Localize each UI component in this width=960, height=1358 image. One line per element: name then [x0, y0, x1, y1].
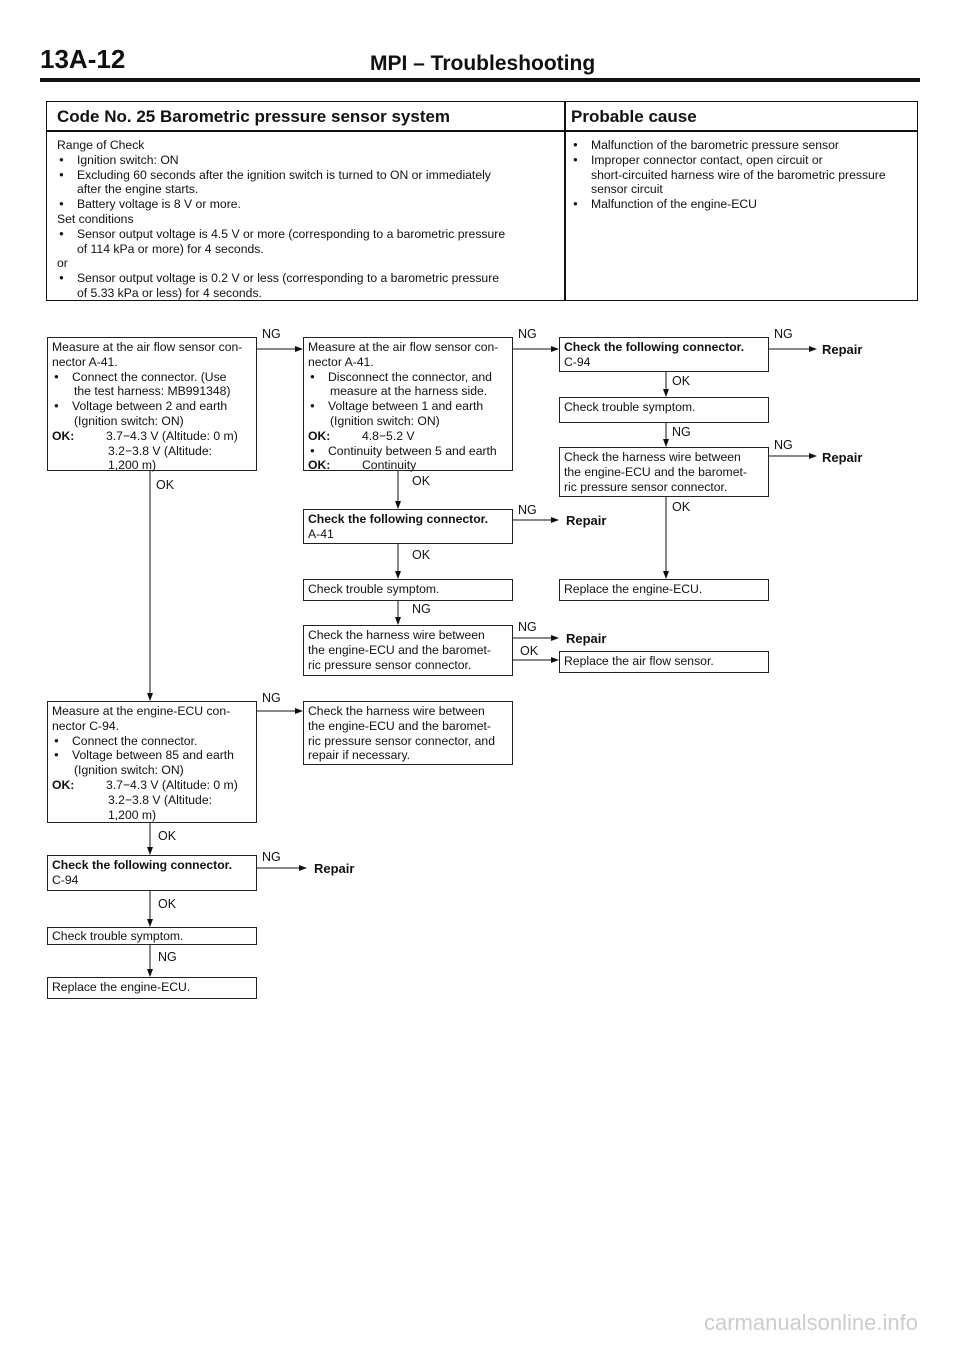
ng-label: NG	[518, 327, 537, 341]
ng-label: NG	[518, 503, 537, 517]
ok-value: 3.7−4.3 V (Altitude: 0 m)	[106, 428, 238, 443]
repair-action: Repair	[566, 631, 607, 646]
step-text: the test harness: MB991348)	[74, 384, 231, 399]
connector-code: C-94	[52, 872, 79, 887]
step-title: Check the following connector.	[52, 858, 233, 872]
set-item-cont: of 5.33 kPa or less) for 4 seconds.	[77, 285, 262, 300]
ok-value: 4.8−5.2 V	[362, 428, 415, 443]
step-bullet: ● Voltage between 2 and earth	[52, 399, 252, 414]
ng-label: NG	[158, 950, 177, 964]
check-symptom-box	[559, 397, 769, 423]
range-item: ● Ignition switch: ON	[57, 153, 557, 168]
check-connector-c94-box	[559, 337, 769, 372]
step-text: Check the harness wire between	[564, 450, 741, 464]
set-heading: Set conditions	[57, 211, 134, 226]
check-harness-box	[559, 447, 769, 497]
ok-label: OK	[520, 644, 539, 658]
step-text: the engine-ECU and the baromet-	[308, 642, 491, 657]
repair-action: Repair	[822, 450, 863, 465]
ok-label: OK	[672, 500, 691, 514]
step-text: nector A-41.	[308, 354, 374, 369]
ok-label: OK:	[52, 777, 75, 792]
ok-label: OK	[412, 548, 431, 562]
cause-item-cont: sensor circuit	[591, 182, 663, 197]
range-heading: Range of Check	[57, 138, 145, 152]
code-title: Code No. 25 Barometric pressure sensor system	[57, 107, 451, 126]
check-symptom-box	[47, 927, 257, 945]
step-text: measure at the harness side.	[330, 384, 488, 399]
cause-item: ● Malfunction of the barometric pressure sensor	[571, 138, 906, 153]
repair-action: Repair	[566, 513, 607, 528]
range-item-cont: after the engine starts.	[77, 182, 199, 197]
set-item-cont: of 114 kPa or more) for 4 seconds.	[77, 241, 264, 256]
step-text: nector C-94.	[52, 718, 120, 733]
ng-label: NG	[262, 850, 281, 864]
ok-value: 3.2−3.8 V (Altitude:	[108, 792, 212, 807]
step-text: nector A-41.	[52, 354, 118, 369]
step-text: the engine-ECU and the baromet-	[308, 718, 491, 733]
ok-label: OK	[156, 478, 175, 492]
step-bullet: ● Disconnect the connector, and	[308, 370, 508, 385]
cause-item: ● Improper connector contact, open circuit or	[571, 153, 906, 168]
or-label: or	[57, 256, 68, 271]
step-text: Check the harness wire between	[308, 704, 485, 718]
page-title: MPI – Troubleshooting	[370, 52, 596, 75]
ok-label: OK	[412, 474, 431, 488]
step-text: Check the harness wire between	[308, 628, 485, 642]
cause-item-cont: short-circuited harness wire of the barometric pressure	[591, 167, 886, 182]
range-item: ● Battery voltage is 8 V or more.	[57, 197, 557, 212]
replace-ecu-box	[559, 579, 769, 601]
step-text: ric pressure sensor connector, and	[308, 733, 495, 748]
ok-label: OK:	[308, 428, 331, 443]
check-connector-a41-box	[303, 509, 513, 544]
step-text: Measure at the air flow sensor con-	[52, 340, 243, 354]
step-text: Replace the engine-ECU.	[564, 582, 703, 596]
range-item: ● Excluding 60 seconds after the ignition switch is turned to ON or immediately	[57, 168, 557, 183]
ng-label: NG	[262, 691, 281, 705]
watermark: carmanualsonline.info	[703, 1310, 918, 1335]
ok-value: Continuity	[362, 458, 417, 473]
step-text: (Ignition switch: ON)	[330, 413, 440, 428]
cause-item: ● Malfunction of the engine-ECU	[571, 197, 906, 212]
step-bullet: ● Connect the connector.	[52, 734, 252, 749]
replace-afs-box	[559, 651, 769, 673]
step-text: (Ignition switch: ON)	[74, 763, 184, 778]
step-bullet: ● Connect the connector. (Use	[52, 370, 252, 385]
set-item: ● Sensor output voltage is 0.2 V or less (corresponding to a barometric pressure	[57, 271, 557, 286]
ok-label: OK	[672, 374, 691, 388]
repair-action: Repair	[314, 861, 355, 876]
check-symptom-box	[303, 579, 513, 601]
ng-label: NG	[412, 602, 431, 616]
ng-label: NG	[518, 620, 537, 634]
step-bullet: ● Continuity between 5 and earth	[308, 444, 508, 459]
step-text: repair if necessary.	[308, 748, 411, 763]
step-text: (Ignition switch: ON)	[74, 413, 184, 428]
step-text: Measure at the air flow sensor con-	[308, 340, 499, 354]
ok-value: 1,200 m)	[108, 458, 157, 473]
ok-label: OK	[158, 829, 177, 843]
ok-label: OK:	[52, 428, 75, 443]
step-bullet: ● Voltage between 1 and earth	[308, 399, 508, 414]
step-text: the engine-ECU and the baromet-	[564, 464, 747, 479]
connector-code: C-94	[564, 354, 591, 369]
step-title: Check the following connector.	[564, 340, 745, 354]
step-text: Check trouble symptom.	[308, 582, 440, 596]
step-text: ric pressure sensor connector.	[564, 479, 728, 494]
replace-ecu-box	[47, 977, 257, 999]
step-text: Check trouble symptom.	[52, 929, 184, 943]
step-title: Check the following connector.	[308, 512, 489, 526]
set-item: ● Sensor output voltage is 4.5 V or more (corresponding to a barometric pressure	[57, 227, 557, 242]
step-bullet: ● Voltage between 85 and earth	[52, 748, 252, 763]
connector-code: A-41	[308, 526, 334, 541]
step-text: Check trouble symptom.	[564, 400, 696, 414]
ok-value: 3.7−4.3 V (Altitude: 0 m)	[106, 777, 238, 792]
ng-label: NG	[774, 438, 793, 452]
step-text: Replace the air flow sensor.	[564, 654, 714, 668]
ng-label: NG	[262, 327, 281, 341]
page-number: 13A-12	[40, 44, 126, 74]
ok-value: 3.2−3.8 V (Altitude:	[108, 443, 212, 458]
step-text: Measure at the engine-ECU con-	[52, 704, 231, 718]
ng-label: NG	[672, 425, 691, 439]
probable-cause-title: Probable cause	[571, 107, 697, 126]
measure-afs-a41-box	[47, 337, 257, 471]
repair-action: Repair	[822, 342, 863, 357]
measure-ecu-c94-box	[47, 701, 257, 823]
step-text: ric pressure sensor connector.	[308, 657, 472, 672]
ng-label: NG	[774, 327, 793, 341]
ok-label: OK:	[308, 458, 331, 473]
check-connector-c94-box	[47, 855, 257, 891]
measure-afs-harness-box	[303, 337, 513, 471]
ok-label: OK	[158, 897, 177, 911]
step-text: Replace the engine-ECU.	[52, 980, 191, 994]
check-harness-repair-box	[303, 701, 513, 765]
check-harness-box	[303, 625, 513, 676]
ok-value: 1,200 m)	[108, 807, 157, 822]
